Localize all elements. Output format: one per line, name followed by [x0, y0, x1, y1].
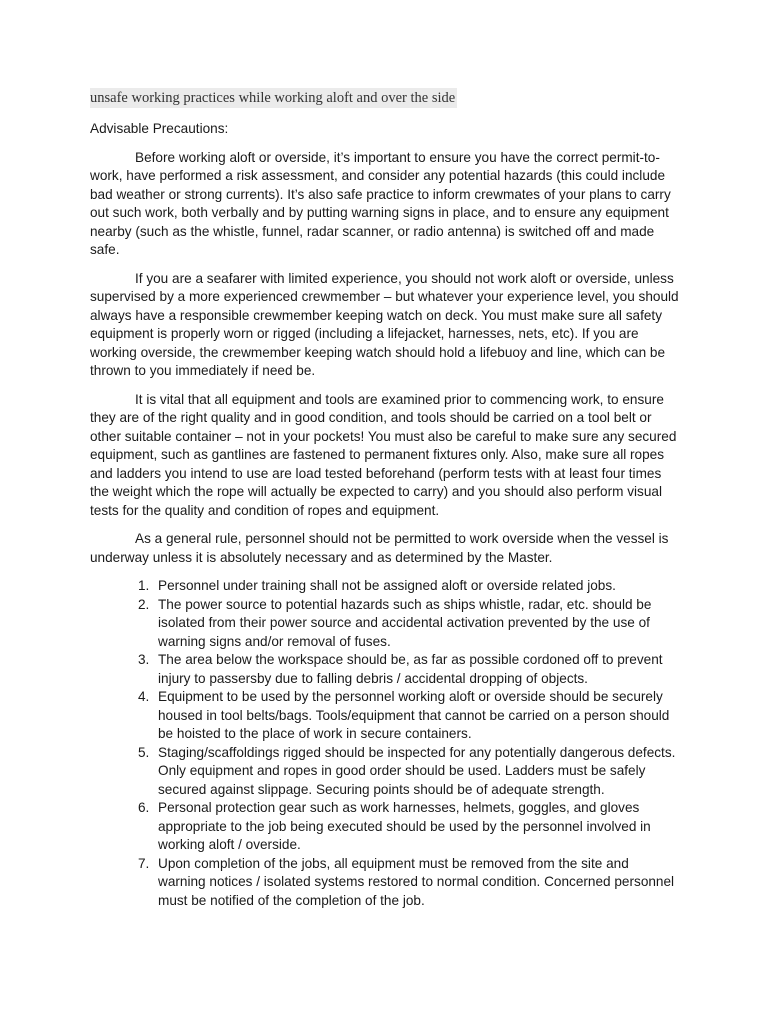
document-page	[90, 88, 680, 910]
list-item-number: 1.	[138, 578, 150, 593]
list-item-text: Upon completion of the jobs, all equipment must be removed from the site and warning notices / isolated systems restored to normal condition. Concerned personnel must be notified of the completion of the job.	[158, 855, 675, 908]
list-item	[90, 799, 680, 855]
list-item-text: Personal protection gear such as work harnesses, helmets, goggles, and gloves appropriate to the job being executed should be used by the personnel involved in working aloft / overside.	[158, 800, 651, 852]
list-item-text: The area below the workspace should be, as far as possible cordoned off to prevent injury to passersby due to falling debris / accidental dropping of objects.	[158, 652, 663, 686]
precautions-list	[90, 577, 680, 910]
document-title: unsafe working practices while working aloft and over the side	[90, 90, 456, 106]
list-item-text: Personnel under training shall not be assigned aloft or overside related jobs.	[158, 578, 616, 593]
section-heading: Advisable Precautions:	[90, 121, 229, 136]
list-item	[90, 577, 680, 596]
list-item	[90, 855, 680, 911]
list-item-number: 5.	[138, 744, 150, 760]
paragraph-general-rule: As a general rule, personnel should not be permitted to work overside when the vessel is underway unless it is absolutely necessary and as determined by the Master.	[90, 531, 669, 565]
list-item	[90, 596, 680, 652]
list-item-number: 4.	[138, 689, 150, 704]
list-item-number: 2.	[138, 596, 150, 612]
list-item	[90, 688, 680, 744]
list-item-text: Equipment to be used by the personnel working aloft or overside should be securely housed in tool belts/bags. Tools/equipment that cannot be carried on a person should be hoisted to the place of work in secure containers.	[158, 689, 670, 741]
paragraph-experience: If you are a seafarer with limited experience, you should not work aloft or overside, unless supervised by a more experienced crewmember – but whatever your experience level, you should always have a responsible crewmember keeping watch on deck. You must make sure all safety equipment is properly worn or rigged (including a lifejacket, harnesses, nets, etc). If you are working overside, the crewmember keeping watch should hold a lifebuoy and line, which can be thrown to you immediately if need be.	[90, 270, 679, 378]
list-item-number: 3.	[138, 652, 150, 667]
list-item-number: 6.	[138, 800, 150, 815]
paragraph-permit: Before working aloft or overside, it’s important to ensure you have the correct permit-to-work, have performed a risk assessment, and consider any potential hazards (this could include bad weather or strong currents). It’s also safe practice to inform crewmates of your plans to carry out such work, both verbally and by putting warning signs in place, and to ensure any equipment nearby (such as the whistle, funnel, radar scanner, or radio antenna) is switched off and made safe.	[90, 149, 671, 257]
list-item	[90, 744, 680, 800]
paragraph-equipment: It is vital that all equipment and tools are examined prior to commencing work, to ensure they are of the right quality and in good condition, and tools should be carried on a tool belt or other suitable container – not in your pockets! You must also be careful to make sure any secured equipment, such as gantlines are fastened to permanent fixtures only. Also, make sure all ropes and ladders you intend to use are load tested beforehand (perform tests with at least four times the weight which the rope will actually be expected to carry) and you should also perform visual tests for the quality and condition of ropes and equipment.	[90, 391, 677, 518]
list-item	[90, 651, 680, 688]
list-item-text: The power source to potential hazards such as ships whistle, radar, etc. should be isolated from their power source and accidental activation prevented by the use of warning signs and/or removal of fuses.	[158, 596, 652, 649]
list-item-text: Staging/scaffoldings rigged should be inspected for any potentially dangerous defects. Only equipment and ropes in good order should be used. Ladders must be safely secured against slippage. Securing points should be of adequate strength.	[158, 744, 676, 797]
list-item-number: 7.	[138, 855, 150, 871]
